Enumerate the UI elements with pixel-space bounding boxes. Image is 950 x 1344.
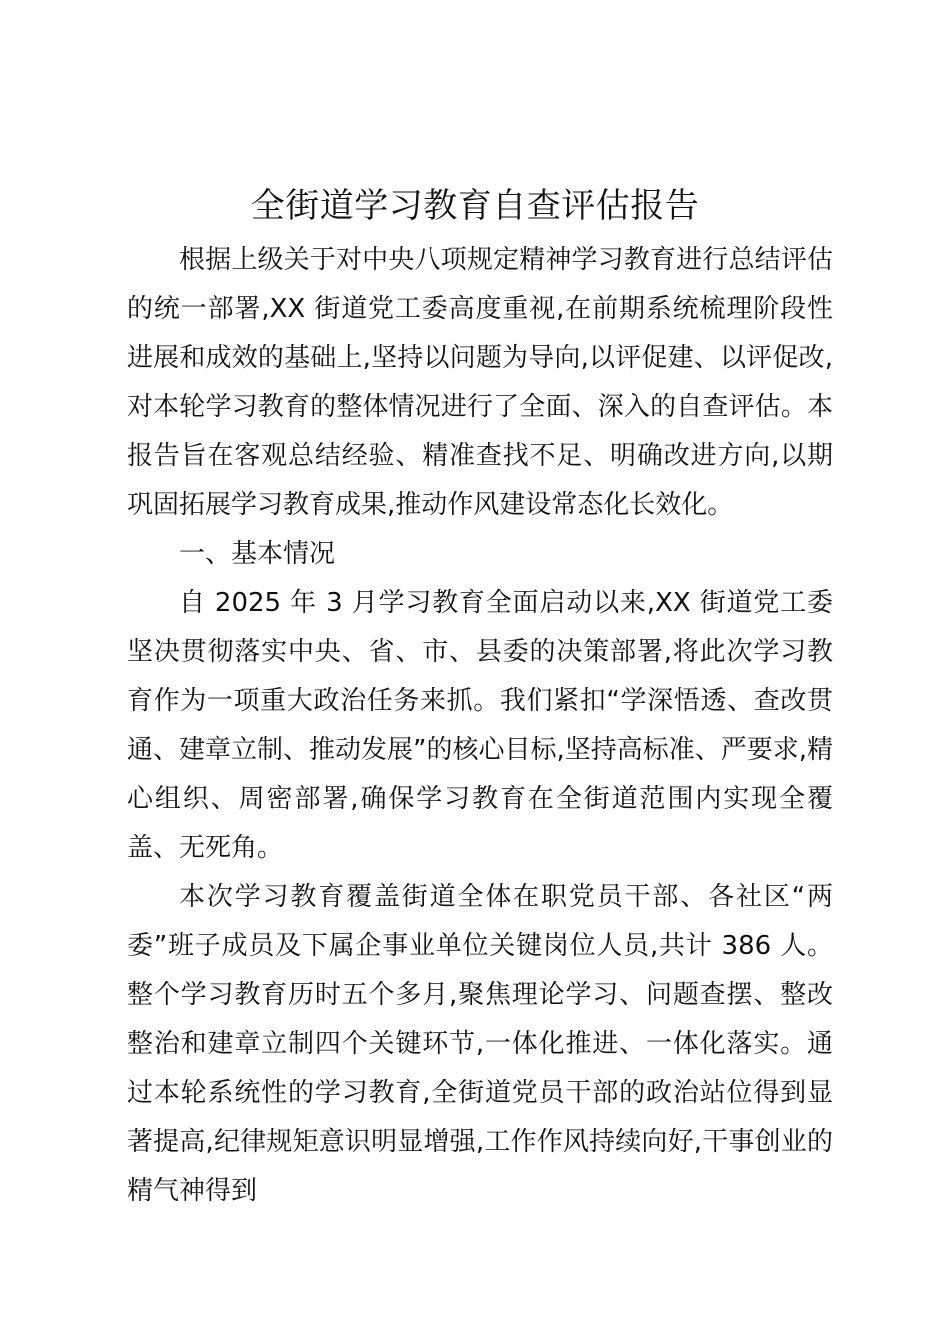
document-title: 全街道学习教育自查评估报告 [250,186,700,226]
intro-paragraph: 根据上级关于对中央八项规定精神学习教育进行总结评估的统一部署,XX 街道党工委高度重视,在前期系统梳理阶段性进展和成效的基础上,坚持以问题为导向,以评促建、以评促改,对本轮学习教育的整体情况进行了全面、深入的自查评估。本报告旨在客观总结经验、精准查找不足、明确改进方向,以期巩固拓展学习教育成果,推动作风建设常态化长效化。 [127,245,833,520]
section-heading-basic-situation: 一、基本情况 [179,539,336,569]
document-body [127,236,833,1216]
basic-situation-paragraph-1: 自 2025 年 3 月学习教育全面启动以来,XX 街道党工委坚决贯彻落实中央、省、市、县委的决策部署,将此次学习教育作为一项重大政治任务来抓。我们紧扣“学深悟透、查改贯通、建章立制、推动发展”的核心目标,坚持高标准、严要求,精心组织、周密部署,确保学习教育在全街道范围内实现全覆盖、无死角。 [127,588,833,863]
basic-situation-paragraph-2: 本次学习教育覆盖街道全体在职党员干部、各社区“两委”班子成员及下属企事业单位关键岗位人员,共计 386 人。整个学习教育历时五个多月,聚焦理论学习、问题查摆、整改整治和建章立制四个关键环节,一体化推进、一体化落实。通过本轮系统性的学习教育,全街道党员干部的政治站位得到显著提高,纪律规矩意识明显增强,工作作风持续向好,干事创业的精气神得到 [127,882,833,1206]
